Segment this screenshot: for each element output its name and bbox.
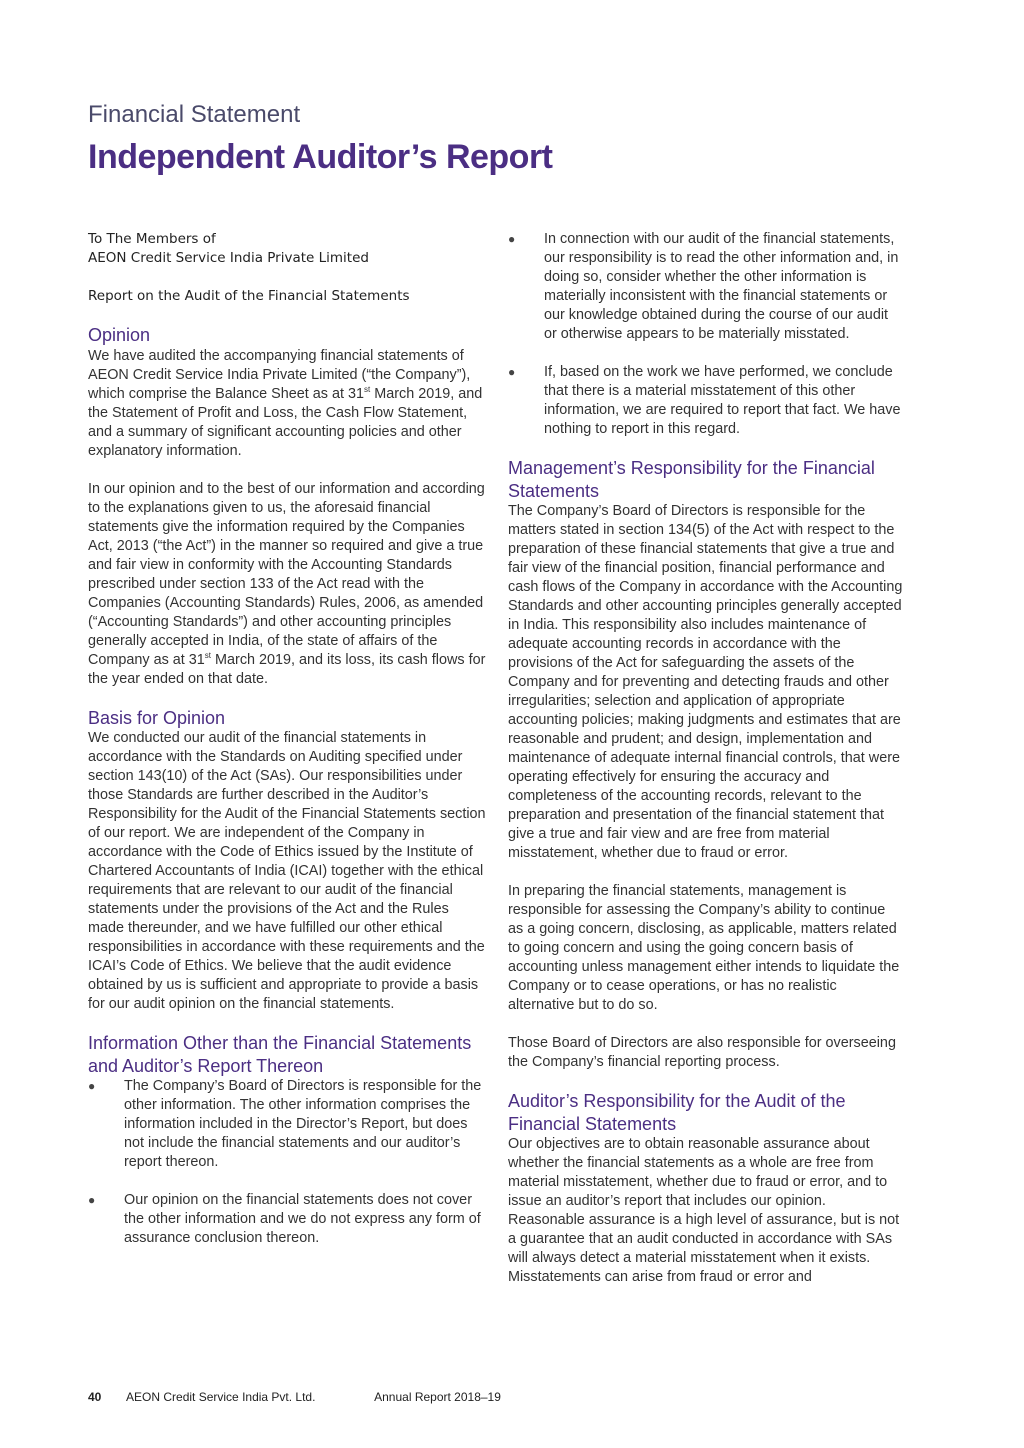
opinion-paragraph-2: In our opinion and to the best of our information and according to the explanations given to us, the aforesaid financial statements give the information required by the Companies Act, 2013 (“the Act”) in the manner so required and give a true and fair view in conformity with the Accounting Standards prescribed under section 133 of the Act read with the Companies (Accounting Standards) Rules, 2006, as amended (“Accounting Standards”) and other accounting principles generally accepted in India, of the state of affairs of the Company as at 31st March 2019, and its loss, its cash flows for the year ended on that date. xyxy=(88,480,486,687)
auditor-heading: Auditor’s Responsibility for the Audit of the Financial Statements xyxy=(508,1091,846,1134)
left-column xyxy=(88,230,488,1248)
bullet-text: Our opinion on the financial statements does not cover the other information and we do not express any form of assurance conclusion thereon. xyxy=(124,1192,481,1246)
management-paragraph-2: In preparing the financial statements, management is responsible for assessing the Company’s ability to continue as a going concern, disclosing, as applicable, matters related to going concern and using the going concern basis of accounting unless management either intends to liquidate the Company or to cease operations, or has no realistic alternative but to do so. xyxy=(508,883,900,1013)
other-info-heading: Information Other than the Financial Statements and Auditor’s Report Thereon xyxy=(88,1033,472,1076)
address-line-2: AEON Credit Service India Private Limited xyxy=(88,250,369,266)
right-column xyxy=(508,230,904,1287)
management-heading: Management’s Responsibility for the Financial Statements xyxy=(508,458,875,501)
bullet-icon: ● xyxy=(508,232,516,246)
report-heading: Report on the Audit of the Financial Statements xyxy=(88,288,410,304)
bullet-item xyxy=(88,1077,488,1172)
bullet-text: The Company’s Board of Directors is responsible for the other information. The other information comprises the information included in the Director’s Report, but does not include the financial statements and our auditor’s report thereon. xyxy=(124,1078,482,1170)
footer-report: Annual Report 2018–19 xyxy=(374,1390,501,1404)
page-footer xyxy=(88,1390,501,1404)
bullet-item xyxy=(508,230,904,344)
bullet-item xyxy=(508,363,904,439)
bullet-text: If, based on the work we have performed, we conclude that there is a material misstatement of this other information, we are required to report that fact. We have nothing to report in this regard. xyxy=(544,364,901,437)
page-title: Independent Auditor’s Report xyxy=(88,138,553,176)
basis-paragraph: We conducted our audit of the financial statements in accordance with the Standards on Auditing specified under section 143(10) of the Act (SAs). Our responsibilities under those Standards are further described in the Auditor’s Responsibility for the Audit of the Financial Statements section of our report. We are independent of the Company in accordance with the Code of Ethics issued by the Institute of Chartered Accountants of India (ICAI) together with the ethical requirements that are relevant to our audit of the financial statements under the provisions of the Act and the Rules made thereunder, and we have fulfilled our other ethical responsibilities in accordance with these requirements and the ICAI’s Code of Ethics. We believe that the audit evidence obtained by us is sufficient and appropriate to provide a basis for our audit opinion on the financial statements. xyxy=(88,730,486,1012)
address-line-1: To The Members of xyxy=(88,231,216,247)
section-label: Financial Statement xyxy=(88,101,301,128)
bullet-item xyxy=(88,1191,488,1248)
basis-heading: Basis for Opinion xyxy=(88,707,226,728)
management-paragraph-3: Those Board of Directors are also responsible for overseeing the Company’s financial reporting process. xyxy=(508,1035,896,1070)
page-header xyxy=(88,100,553,178)
opinion-heading: Opinion xyxy=(88,325,151,345)
auditor-paragraph-1: Our objectives are to obtain reasonable assurance about whether the financial statements as a whole are free from material misstatement, whether due to fraud or error, and to issue an auditor’s report that includes our opinion. Reasonable assurance is a high level of assurance, but is not a guarantee that an audit conducted in accordance with SAs will always detect a material misstatement when it exists. Misstatements can arise from fraud or error and xyxy=(508,1136,900,1285)
page-number: 40 xyxy=(88,1390,102,1404)
bullet-icon: ● xyxy=(88,1193,96,1207)
management-paragraph-1: The Company’s Board of Directors is responsible for the matters stated in section 134(5) of the Act with respect to the preparation of these financial statements that give a true and fair view of the financial position, financial performance and cash flows of the Company in accordance with the Accounting Standards and other accounting principles generally accepted in India. This responsibility also includes maintenance of adequate accounting records in accordance with the provisions of the Act for safeguarding the assets of the Company and for preventing and detecting frauds and other irregularities; selection and application of appropriate accounting policies; making judgments and estimates that are reasonable and prudent; and design, implementation and maintenance of adequate internal financial controls, that were operating effectively for ensuring the accuracy and completeness of the accounting records, relevant to the preparation and presentation of the financial statement that give a true and fair view and are free from material misstatement, whether due to fraud or error. xyxy=(508,503,903,861)
footer-company: AEON Credit Service India Pvt. Ltd. xyxy=(126,1390,316,1404)
bullet-text: In connection with our audit of the financial statements, our responsibility is to read the other information and, in doing so, consider whether the other information is materially inconsistent with the financial statements or our knowledge obtained during the course of our audit or otherwise appears to be materially misstated. xyxy=(544,231,899,342)
bullet-icon: ● xyxy=(88,1079,96,1093)
bullet-icon: ● xyxy=(508,365,516,379)
opinion-paragraph-1: We have audited the accompanying financial statements of AEON Credit Service India Private Limited (“the Company”), which comprise the Balance Sheet as at 31st March 2019, and the Statement of Profit and Loss, the Cash Flow Statement, and a summary of significant accounting policies and other explanatory information. xyxy=(88,347,483,459)
